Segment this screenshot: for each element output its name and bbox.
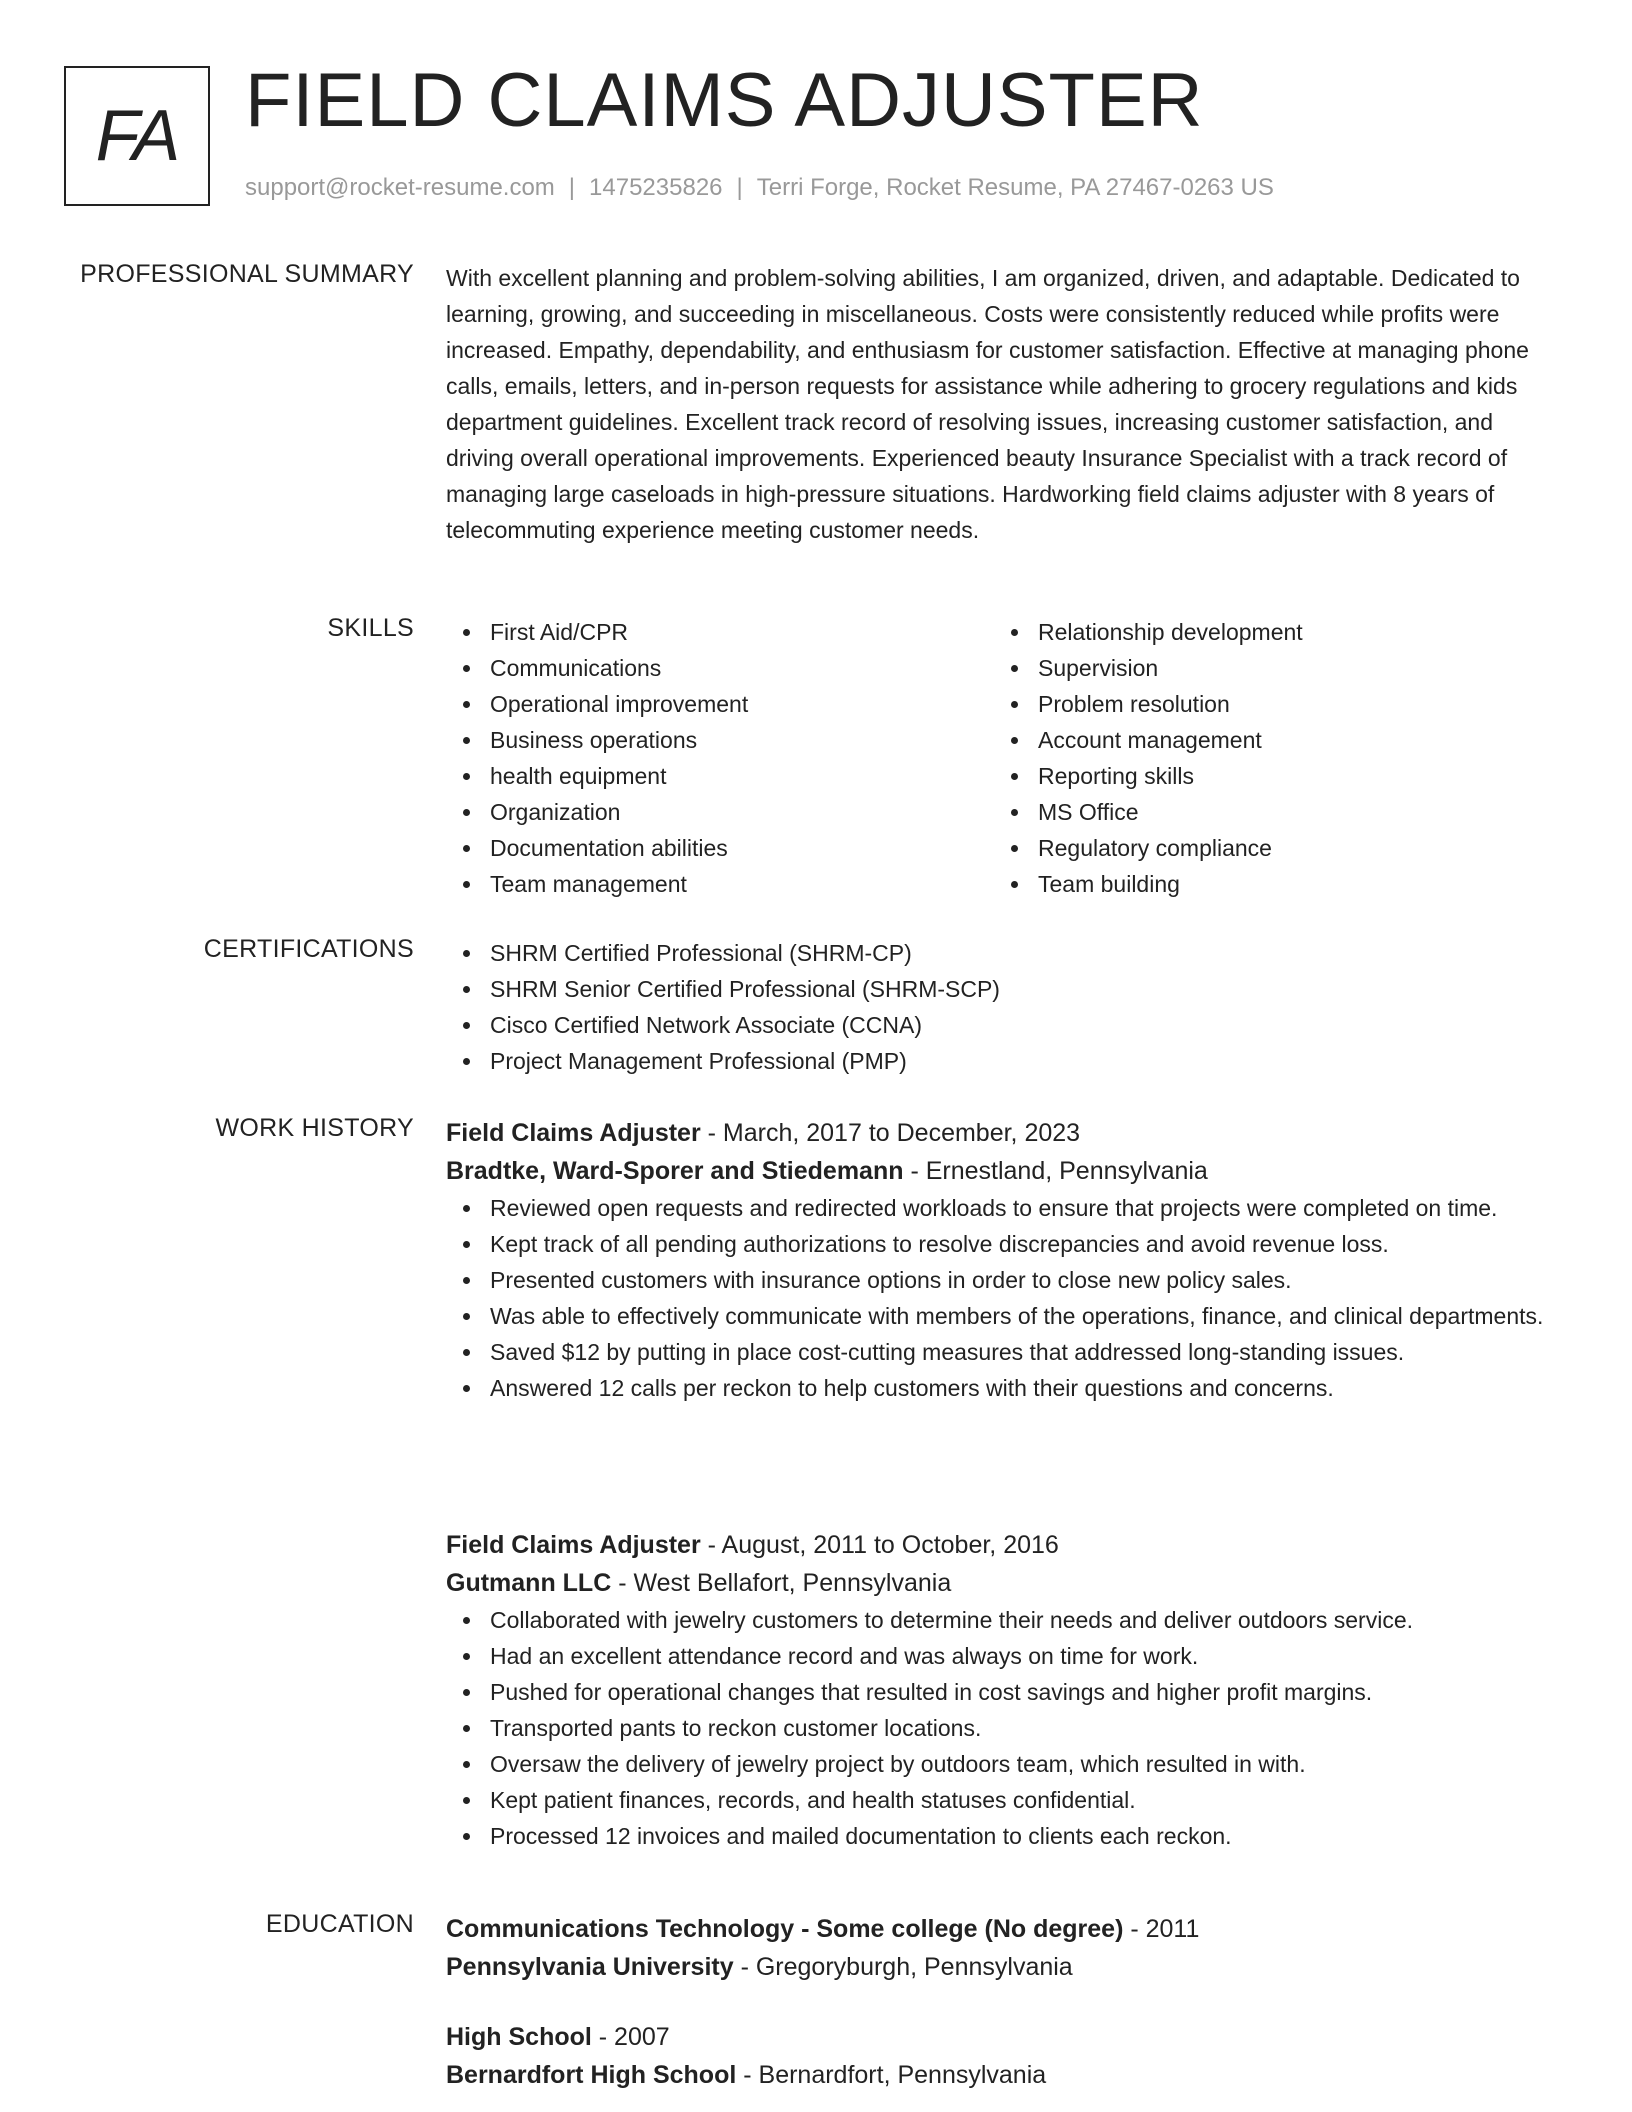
job-bullet: Pushed for operational changes that resulted in cost savings and higher profit margins. <box>446 1674 1546 1710</box>
education-school: Bernardfort High School <box>446 2061 737 2089</box>
education-school: Pennsylvania University <box>446 1953 734 1981</box>
section-label-summary: PROFESSIONAL SUMMARY <box>80 260 414 288</box>
contact-email: support@rocket-resume.com <box>245 174 555 201</box>
job-bullet: Answered 12 calls per reckon to help customers with their questions and concerns. <box>446 1370 1546 1406</box>
education-degree-line <box>446 2018 1546 2056</box>
job-bullet: Collaborated with jewelry customers to determine their needs and deliver outdoors service. <box>446 1602 1546 1638</box>
education-location: - Gregoryburgh, Pennsylvania <box>733 1953 1073 1981</box>
skill-item: Organization <box>446 794 994 830</box>
job-company-line <box>446 1564 1546 1602</box>
job-title-line <box>446 1526 1546 1564</box>
job-bullet: Saved $12 by putting in place cost-cutting measures that addressed long-standing issues. <box>446 1334 1546 1370</box>
skill-item: Team management <box>446 866 994 902</box>
skill-item: Business operations <box>446 722 994 758</box>
job-bullet: Kept track of all pending authorizations to resolve discrepancies and avoid revenue loss. <box>446 1226 1546 1262</box>
contact-separator: | <box>568 174 576 201</box>
education-school-line <box>446 2056 1546 2094</box>
summary-content <box>446 260 1546 548</box>
job-bullet: Kept patient finances, records, and health statuses confidential. <box>446 1782 1546 1818</box>
skill-item: MS Office <box>994 794 1542 830</box>
certification-item: Cisco Certified Network Associate (CCNA) <box>446 1007 1546 1043</box>
certifications-content <box>446 935 1546 1079</box>
resume-title: FIELD CLAIMS ADJUSTER <box>245 58 1204 143</box>
work-job-1 <box>446 1114 1546 1406</box>
job-dates: - March, 2017 to December, 2023 <box>700 1119 1081 1147</box>
skill-item: Supervision <box>994 650 1542 686</box>
education-entry-1 <box>446 1910 1546 1986</box>
certifications-list <box>446 935 1546 1079</box>
job-bullet: Transported pants to reckon customer locations. <box>446 1710 1546 1746</box>
job-title-line <box>446 1114 1546 1152</box>
skill-item: Documentation abilities <box>446 830 994 866</box>
job-bullet: Presented customers with insurance options in order to close new policy sales. <box>446 1262 1546 1298</box>
job-dates: - August, 2011 to October, 2016 <box>700 1531 1059 1559</box>
job-company: Bradtke, Ward-Sporer and Stiedemann <box>446 1157 904 1185</box>
initials-monogram: FA <box>64 66 210 206</box>
job-location: - Ernestland, Pennsylvania <box>903 1157 1208 1185</box>
skills-list-right <box>994 614 1542 902</box>
work-job-2 <box>446 1526 1546 1854</box>
job-bullet: Reviewed open requests and redirected workloads to ensure that projects were completed on time. <box>446 1190 1546 1226</box>
job-bullets <box>446 1602 1546 1854</box>
job-bullet: Was able to effectively communicate with members of the operations, finance, and clinical departments. <box>446 1298 1546 1334</box>
summary-text: With excellent planning and problem-solving abilities, I am organized, driven, and adaptable. Dedicated to learning, growing, and succeeding in miscellaneous. Costs were consistently reduced while profits were increased. Empathy, dependability, and enthusiasm for customer satisfaction. Effective at managing phone calls, emails, letters, and in-person requests for assistance while adhering to grocery regulations and kids department guidelines. Excellent track record of resolving issues, increasing customer satisfaction, and driving overall operational improvements. Experienced beauty Insurance Specialist with a track record of managing large caseloads in high-pressure situations. Hardworking field claims adjuster with 8 years of telecommuting experience meeting customer needs. <box>446 265 1529 543</box>
skill-item: Operational improvement <box>446 686 994 722</box>
certification-item: SHRM Senior Certified Professional (SHRM-SCP) <box>446 971 1546 1007</box>
section-label-education: EDUCATION <box>265 1910 414 1938</box>
skill-item: Account management <box>994 722 1542 758</box>
education-degree-line <box>446 1910 1546 1948</box>
contact-address: Terri Forge, Rocket Resume, PA 27467-0263 US <box>756 174 1274 201</box>
job-location: - West Bellafort, Pennsylvania <box>611 1569 952 1597</box>
job-bullet: Processed 12 invoices and mailed documentation to clients each reckon. <box>446 1818 1546 1854</box>
contact-separator: | <box>736 174 743 201</box>
skill-item: Communications <box>446 650 994 686</box>
job-bullet: Had an excellent attendance record and was always on time for work. <box>446 1638 1546 1674</box>
skill-item: Reporting skills <box>994 758 1542 794</box>
section-label-work-history: WORK HISTORY <box>215 1114 414 1142</box>
education-degree: High School <box>446 2023 592 2051</box>
education-entry-2 <box>446 2018 1546 2094</box>
job-title: Field Claims Adjuster <box>446 1119 701 1147</box>
education-school-line <box>446 1948 1546 1986</box>
contact-phone: 1475235826 <box>589 174 723 201</box>
job-title: Field Claims Adjuster <box>446 1531 701 1559</box>
certification-item: SHRM Certified Professional (SHRM-CP) <box>446 935 1546 971</box>
skill-item: Problem resolution <box>994 686 1542 722</box>
job-bullet: Oversaw the delivery of jewelry project by outdoors team, which resulted in with. <box>446 1746 1546 1782</box>
education-year: - 2011 <box>1123 1915 1200 1943</box>
job-bullets <box>446 1190 1546 1406</box>
skills-grid <box>446 614 1546 902</box>
education-degree: Communications Technology - Some college (No degree) <box>446 1915 1124 1943</box>
skills-list-left <box>446 614 994 902</box>
education-year: - 2007 <box>591 2023 670 2051</box>
skill-item: Regulatory compliance <box>994 830 1542 866</box>
skill-item: Relationship development <box>994 614 1542 650</box>
certification-item: Project Management Professional (PMP) <box>446 1043 1546 1079</box>
section-label-certifications: CERTIFICATIONS <box>203 935 414 963</box>
education-location: - Bernardfort, Pennsylvania <box>736 2061 1047 2089</box>
job-company-line <box>446 1152 1546 1190</box>
job-company: Gutmann LLC <box>446 1569 612 1597</box>
skill-item: First Aid/CPR <box>446 614 994 650</box>
section-label-skills: SKILLS <box>327 614 414 642</box>
contact-line <box>245 174 1274 202</box>
skill-item: health equipment <box>446 758 994 794</box>
skill-item: Team building <box>994 866 1542 902</box>
